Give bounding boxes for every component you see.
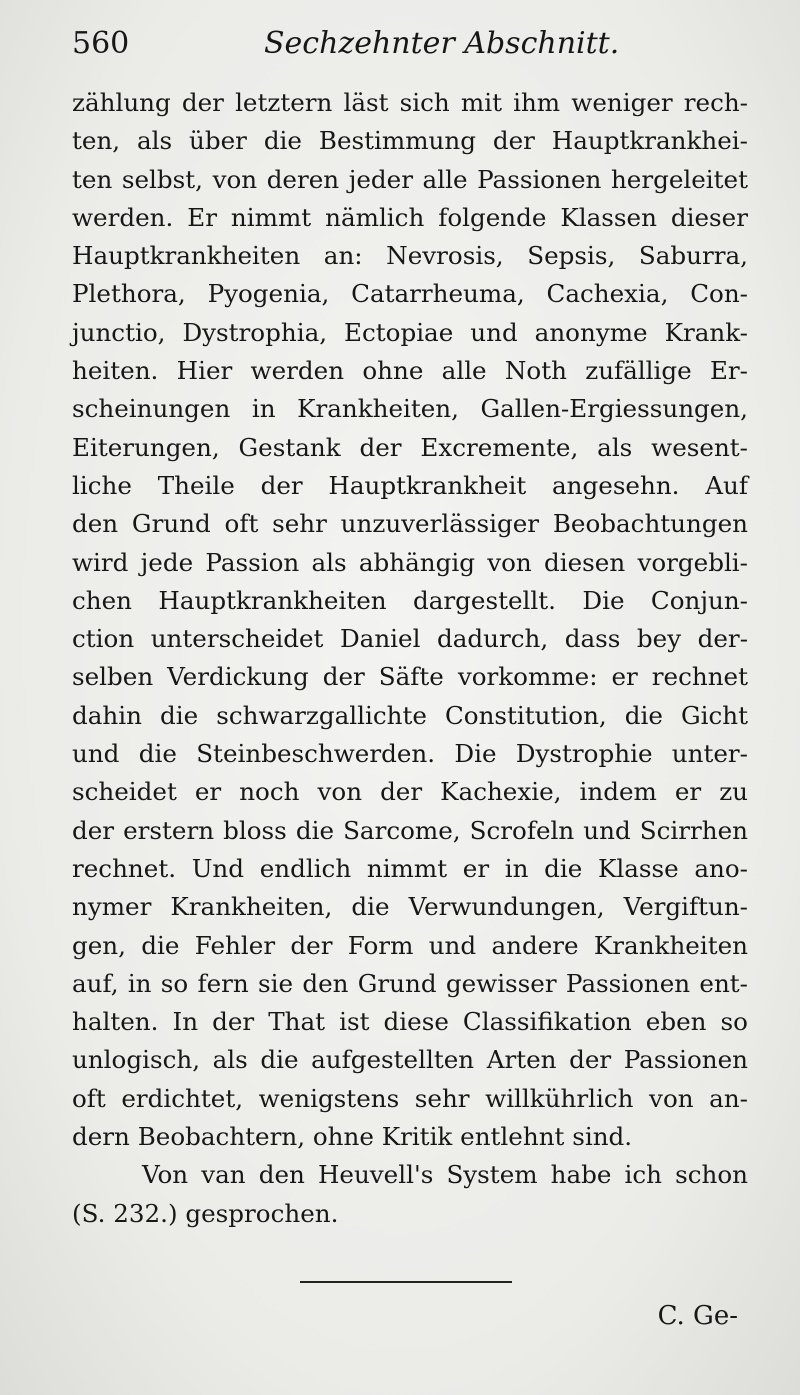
text-line: heiten. Hier werden ohne alle Noth zufällige Er-	[72, 356, 748, 386]
section-divider	[300, 1281, 512, 1283]
text-line: werden. Er nimmt nämlich folgende Klassen dieser	[72, 202, 748, 232]
text-line: Eiterungen, Gestank der Excremente, als wesent-	[72, 432, 748, 462]
text-line: auf, in so fern sie den Grund gewisser Passionen ent-	[72, 968, 748, 998]
text-line: (S. 232.) gesprochen.	[72, 1198, 339, 1228]
catchword: C. Ge-	[657, 1301, 738, 1331]
page-number: 560	[72, 26, 130, 61]
text-line: halten. In der That ist diese Classifikation eben so	[72, 1007, 748, 1037]
text-line: unlogisch, als die aufgestellten Arten der Passionen	[72, 1045, 748, 1075]
text-line: und die Steinbeschwerden. Die Dystrophie unter-	[72, 739, 748, 769]
text-line: dern Beobachtern, ohne Kritik entlehnt sind.	[72, 1122, 633, 1152]
text-line: Plethora, Pyogenia, Catarrheuma, Cachexia, Con-	[72, 279, 748, 309]
text-line: Hauptkrankheiten an: Nevrosis, Sepsis, Saburra,	[72, 241, 748, 271]
text-line: scheidet er noch von der Kachexie, indem er zu	[72, 777, 748, 807]
text-line: Von van den Heuvell's System habe ich schon	[142, 1160, 748, 1190]
text-line: ten selbst, von deren jeder alle Passionen hergeleitet	[72, 164, 748, 194]
text-line: wird jede Passion als abhängig von diesen vorgebli-	[72, 547, 748, 577]
text-line: nymer Krankheiten, die Verwundungen, Vergiftun-	[72, 892, 748, 922]
page-header	[72, 20, 732, 68]
running-title: Sechzehnter Abschnitt.	[264, 26, 620, 61]
text-line: scheinungen in Krankheiten, Gallen-Ergiessungen,	[72, 394, 748, 424]
text-line: rechnet. Und endlich nimmt er in die Klasse ano-	[72, 853, 748, 883]
text-line: den Grund oft sehr unzuverlässiger Beobachtungen	[72, 509, 748, 539]
text-line: dahin die schwarzgallichte Constitution, die Gicht	[72, 700, 748, 730]
text-line: chen Hauptkrankheiten dargestellt. Die Conjun-	[72, 585, 748, 615]
text-line: oft erdichtet, wenigstens sehr willkührlich von an-	[72, 1083, 748, 1113]
text-line: liche Theile der Hauptkrankheit angesehn. Auf	[72, 470, 748, 500]
text-line: gen, die Fehler der Form und andere Krankheiten	[72, 930, 748, 960]
text-line: selben Verdickung der Säfte vorkomme: er rechnet	[72, 662, 748, 692]
text-line: zählung der letztern läst sich mit ihm weniger rech-	[72, 88, 748, 117]
body-text	[72, 84, 748, 1233]
text-line: ten, als über die Bestimmung der Hauptkrankhei-	[72, 126, 748, 156]
text-line: ction unterscheidet Daniel dadurch, dass bey der-	[72, 624, 748, 654]
text-line: der erstern bloss die Sarcome, Scrofeln und Scirrhen	[72, 815, 748, 845]
text-line: junctio, Dystrophia, Ectopiae und anonyme Krank-	[72, 317, 748, 347]
